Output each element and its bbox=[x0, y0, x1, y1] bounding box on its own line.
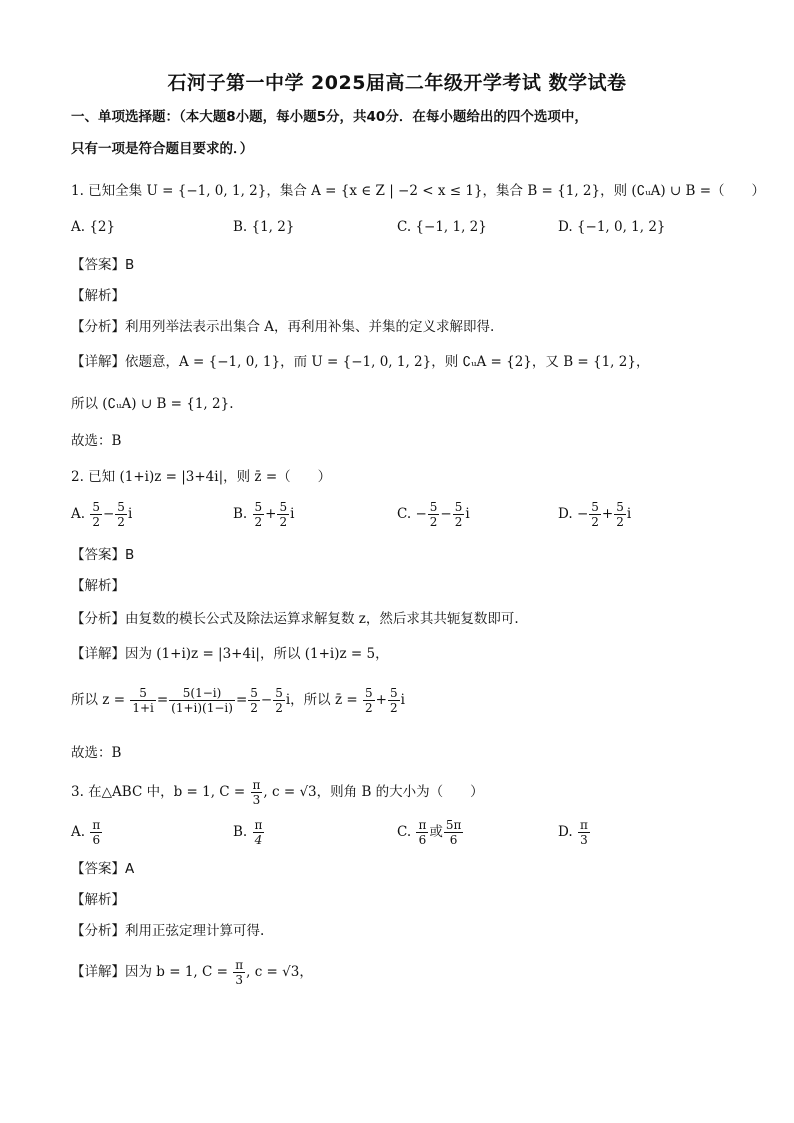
q3-answer: 【答案】A bbox=[71, 861, 135, 877]
option-label: A. bbox=[71, 506, 86, 522]
option-label: B. bbox=[233, 824, 248, 840]
q1-detail: 【详解】依题意，A = {−1, 0, 1}，而 U = {−1, 0, 1, 2}，则 ∁ᵤA = {2}，又 B = {1, 2}， bbox=[71, 354, 650, 370]
fraction: $\frac{\pi}{6}$ bbox=[92, 818, 101, 847]
fraction: $\frac{5(1-i)}{(1+i)(1-i)}$ bbox=[171, 686, 233, 715]
q3-option-a bbox=[71, 818, 103, 847]
q1-choose: 故选：B bbox=[71, 433, 122, 449]
q1-detail2: 所以 (∁ᵤA) ∪ B = {1, 2}. bbox=[71, 396, 234, 412]
fraction: $\frac{5}{2}$ bbox=[254, 500, 263, 529]
q3-option-d bbox=[558, 818, 591, 847]
q3-fenxi: 【分析】利用正弦定理计算可得. bbox=[71, 923, 265, 939]
fraction: $\frac{5}{2}$ bbox=[92, 500, 100, 529]
fraction: $\frac{\pi}{6}$ bbox=[418, 818, 427, 847]
q2-fenxi: 【分析】由复数的模长公式及除法运算求解复数 z，然后求其共轭复数即可. bbox=[71, 611, 519, 627]
q2-jiexi: 【解析】 bbox=[71, 578, 125, 594]
fraction: $\frac{5}{2}$ bbox=[117, 500, 125, 529]
option-label: D. bbox=[558, 506, 573, 522]
q2-stem: 2. 已知 (1+i)z = |3+4i|，则 z̄ =（ ） bbox=[71, 469, 332, 485]
fraction: $\frac{5}{2}$ bbox=[429, 500, 438, 529]
fraction: $\frac{\pi}{3}$ bbox=[579, 818, 588, 847]
fraction: $\frac{5}{2}$ bbox=[591, 500, 599, 529]
q3-jiexi: 【解析】 bbox=[71, 892, 125, 908]
q1-option-d: D. {−1, 0, 1, 2} bbox=[558, 219, 666, 235]
q2-detail: 【详解】因为 (1+i)z = |3+4i|，所以 (1+i)z = 5， bbox=[71, 646, 389, 662]
fraction: $\frac{5}{2}$ bbox=[364, 686, 373, 715]
option-label: C. bbox=[397, 506, 412, 522]
q1-stem: 1. 已知全集 U = {−1, 0, 1, 2}，集合 A = {x ∈ Z | −2 < x ≤ 1}，集合 B = {1, 2}，则 (∁ᵤA) ∪ B =（ ） bbox=[71, 183, 766, 199]
fraction: $\frac{5}{2}$ bbox=[250, 686, 258, 715]
option-label: D. bbox=[558, 824, 573, 840]
q1-option-b: B. {1, 2} bbox=[233, 219, 295, 235]
fraction: $\frac{5}{2}$ bbox=[279, 500, 288, 529]
q2-detail2: 所以 z = $\frac{5}{1+i}$ = $\frac{5(1-i)}{(1+i)(1-i)}$ = $\frac{5}{2}$ − $\frac{5}{2}$ i，所以 z̄ = $\frac{5}{2}$ + $\frac{5}{2}$ i bbox=[71, 686, 405, 715]
option-label: C. bbox=[397, 824, 412, 840]
q3-detail: 【详解】因为 b = 1, C = $\frac{\pi}{3}$ , c = √3， bbox=[71, 958, 313, 987]
fraction: $\frac{\pi}{3}$ bbox=[235, 958, 244, 987]
q2-choose: 故选：B bbox=[71, 745, 122, 761]
q3-stem: 3. 在△ABC 中，b = 1, C = $\frac{\pi}{3}$ , c = √3，则角 B 的大小为（ ） bbox=[71, 778, 484, 807]
fraction: $\frac{5}{2}$ bbox=[454, 500, 463, 529]
q1-option-c: C. {−1, 1, 2} bbox=[397, 219, 487, 235]
q2-option-c: C. − $\frac{5}{2}$ − $\frac{5}{2}$ i bbox=[397, 500, 470, 529]
q2-option-d: D. − $\frac{5}{2}$ + $\frac{5}{2}$ i bbox=[558, 500, 632, 529]
option-label: B. bbox=[233, 506, 248, 522]
q3-option-c: C. $\frac{\pi}{6}$ 或 $\frac{5\pi}{6}$ bbox=[397, 818, 462, 847]
q1-fenxi: 【分析】利用列举法表示出集合 A，再利用补集、并集的定义求解即得. bbox=[71, 319, 495, 335]
option-label: A. bbox=[71, 824, 86, 840]
fraction: $\frac{5\pi}{6}$ bbox=[445, 818, 462, 847]
fraction: $\frac{\pi}{4}$ bbox=[254, 818, 263, 847]
q2-answer: 【答案】B bbox=[71, 547, 135, 563]
q2-option-b: B. $\frac{5}{2}$ + $\frac{5}{2}$ i bbox=[233, 500, 295, 529]
section-heading-line1: 一、单项选择题：（本大题8小题，每小题5分，共40分．在每小题给出的四个选项中， bbox=[71, 109, 588, 125]
q3-option-b bbox=[233, 818, 265, 847]
fraction: $\frac{\pi}{3}$ bbox=[252, 778, 261, 807]
q1-answer: 【答案】B bbox=[71, 257, 135, 273]
fraction: $\frac{5}{2}$ bbox=[616, 500, 624, 529]
fraction: $\frac{5}{2}$ bbox=[389, 686, 398, 715]
fraction: $\frac{5}{1+i}$ bbox=[132, 686, 154, 715]
q2-option-a: A. $\frac{5}{2}$ − $\frac{5}{2}$ i bbox=[71, 500, 133, 529]
section-heading-line2: 只有一项是符合题目要求的．） bbox=[71, 141, 254, 157]
q1-jiexi: 【解析】 bbox=[71, 288, 125, 304]
q1-option-a: A. {2} bbox=[71, 219, 116, 235]
page-title: 石河子第一中学 2025届高二年级开学考试 数学试卷 bbox=[167, 72, 627, 94]
fraction: $\frac{5}{2}$ bbox=[275, 686, 283, 715]
